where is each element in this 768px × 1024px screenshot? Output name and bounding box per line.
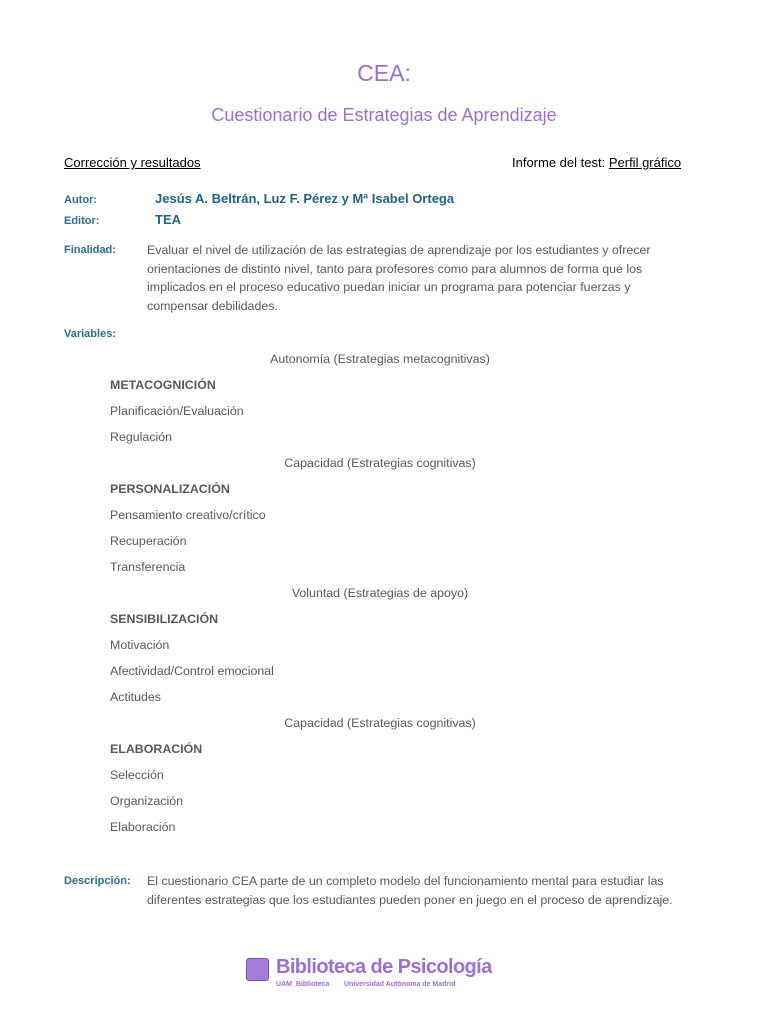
variable-item: Afectividad/Control emocional (110, 664, 274, 678)
group-heading: METACOGNICIÓN (110, 378, 216, 392)
variable-item: Selección (110, 768, 164, 782)
variable-item: Elaboración (110, 820, 176, 834)
purpose-label: Finalidad: (64, 244, 116, 256)
variable-item: Planificación/Evaluación (110, 404, 244, 418)
logo-subtext-right: Universidad Autónoma de Madrid (344, 981, 456, 988)
category-heading: Voluntad (Estrategias de apoyo) (291, 586, 469, 600)
author-label: Autor: (64, 194, 97, 206)
description-label: Descripción: (64, 875, 131, 887)
page-subtitle: Cuestionario de Estrategias de Aprendizaje (211, 105, 557, 125)
correction-link[interactable]: Corrección y resultados (64, 155, 201, 170)
report-label: Informe del test: (512, 155, 606, 170)
variable-item: Actitudes (110, 690, 161, 704)
variables-label: Variables: (64, 328, 116, 340)
report-line (512, 155, 681, 170)
editor-value: TEA (155, 212, 181, 227)
group-heading: PERSONALIZACIÓN (110, 482, 230, 496)
logo-text: Biblioteca de Psicología (276, 956, 492, 978)
variable-item: Recuperación (110, 534, 187, 548)
description-value: El cuestionario CEA parte de un completo modelo del funcionamiento mental para estudiar las diferentes estrategias que los estudiantes pueden poner en juego en el proceso de aprendizaje. (147, 874, 673, 907)
variable-item: Motivación (110, 638, 170, 652)
variable-item: Transferencia (110, 560, 186, 574)
logo-subtext-left: UAM_Biblioteca (276, 981, 330, 988)
library-logo[interactable] (246, 956, 516, 994)
purpose-value: Evaluar el nivel de utilización de las estrategias de aprendizaje por los estudiantes y ofrecer orientaciones de distinto nivel, tanto para profesores como para alumnos de forma que los implicados en el proceso educativo puedan iniciar un programa para potenciar fuerzas y compensar debilidades. (147, 243, 651, 313)
variable-item: Organización (110, 794, 184, 808)
category-heading: Capacidad (Estrategias cognitivas) (284, 456, 476, 470)
group-heading: SENSIBILIZACIÓN (110, 612, 219, 626)
category-heading: Capacidad (Estrategias cognitivas) (284, 716, 476, 730)
author-value: Jesús A. Beltrán, Luz F. Pérez y Mª Isabel Ortega (155, 191, 455, 206)
report-link[interactable]: Perfil gráfico (608, 155, 682, 170)
editor-label: Editor: (64, 215, 100, 227)
logo-square-icon (246, 958, 269, 981)
variable-item: Regulación (110, 430, 172, 444)
variable-item: Pensamiento creativo/crítico (110, 508, 266, 522)
group-heading: ELABORACIÓN (110, 742, 203, 756)
category-heading: Autonomía (Estrategias metacognitivas) (270, 352, 490, 366)
page-title: CEA: (357, 60, 411, 86)
